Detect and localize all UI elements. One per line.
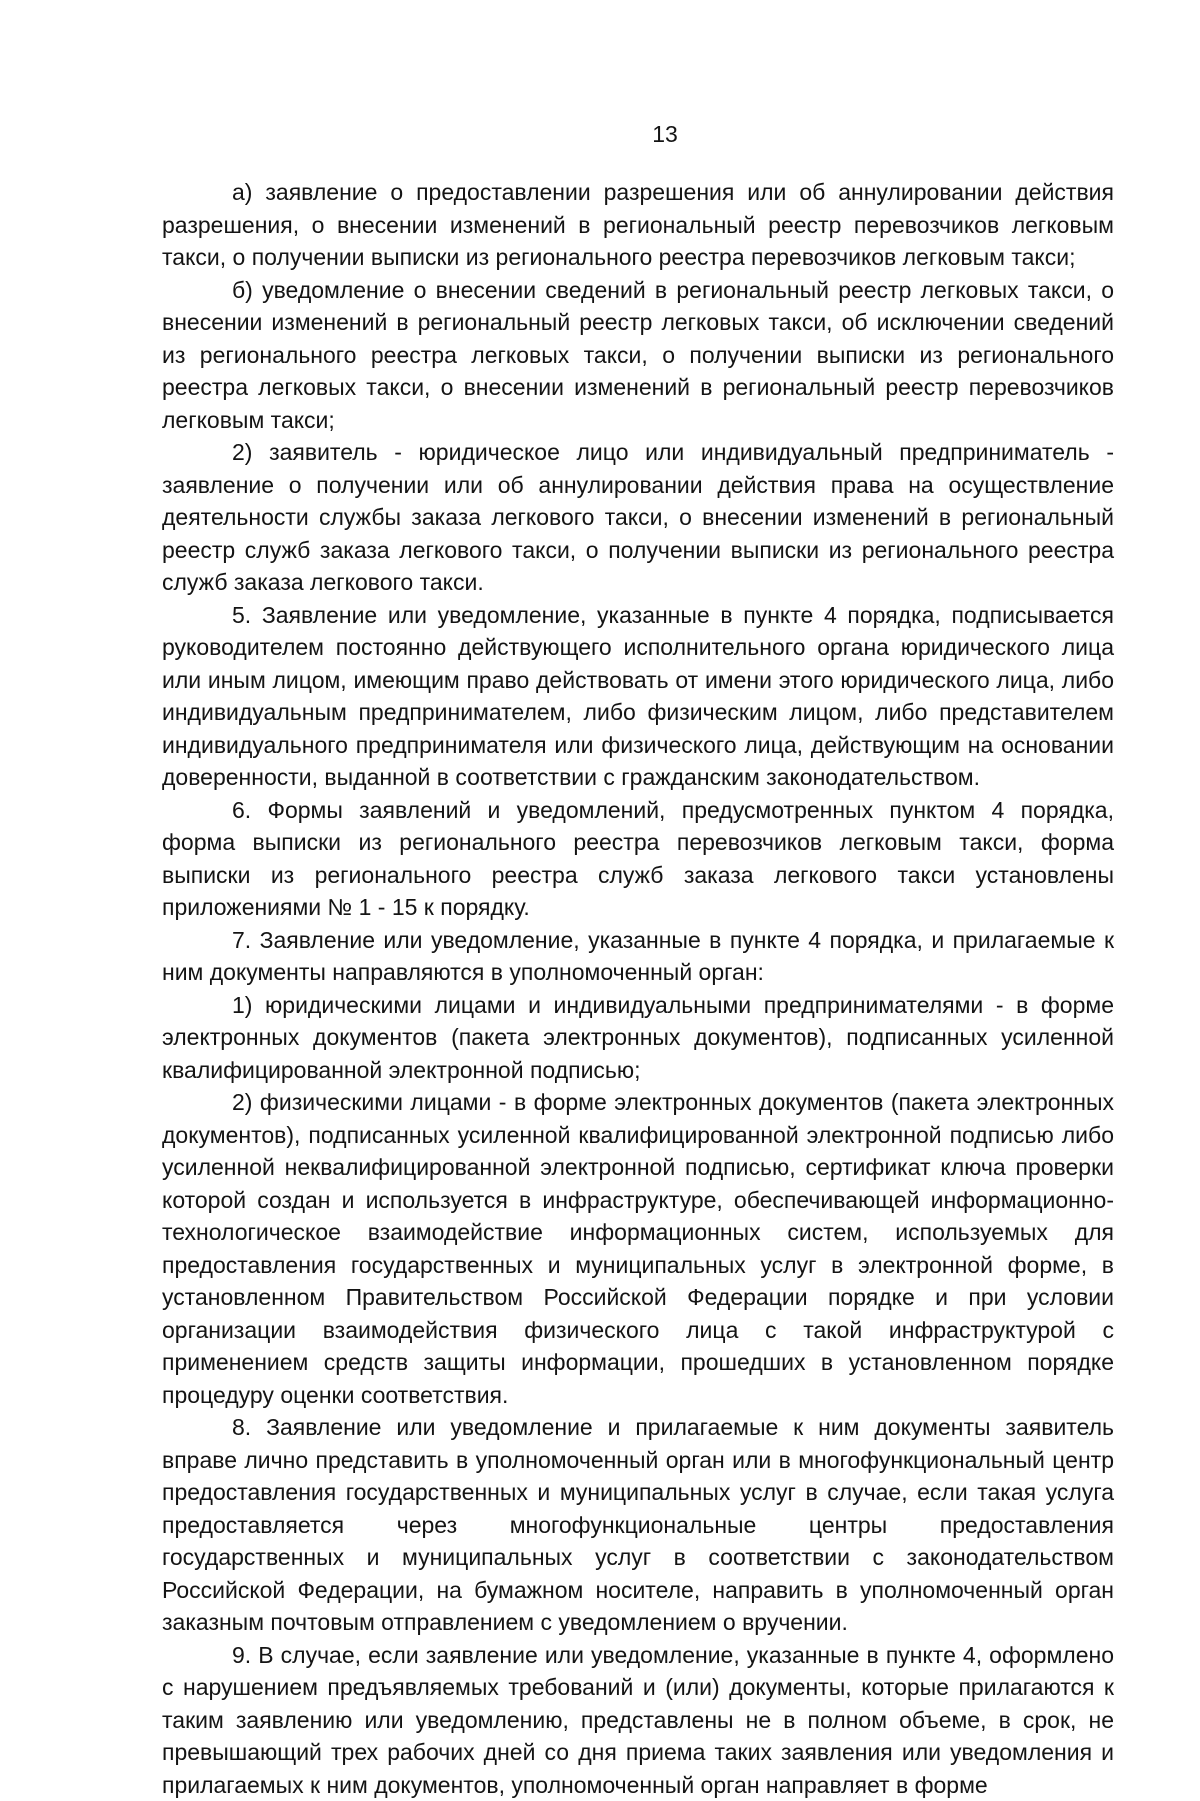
page-number: 13 (0, 118, 1200, 150)
paragraph-4a: а) заявление о предоставлении разрешения или об аннулировании действия разрешения, о внесении изменений в региональный реестр перевозчиков легковым такси, о получении выписки из регионального реестра перевозчиков легковым такси; (162, 176, 1114, 274)
paragraph-7-1: 1) юридическими лицами и индивидуальными предпринимателями - в форме электронных документов (пакета электронных документов), подписанных усиленной квалифицированной электронной подписью; (162, 989, 1114, 1087)
paragraph-4b: б) уведомление о внесении сведений в региональный реестр легковых такси, о внесении изменений в региональный реестр легковых такси, об исключении сведений из регионального реестра легковых такси, о получении выписки из регионального реестра легковых такси, о внесении изменений в региональный реестр перевозчиков легковым такси; (162, 274, 1114, 437)
paragraph-5: 5. Заявление или уведомление, указанные в пункте 4 порядка, подписывается руководителем постоянно действующего исполнительного органа юридического лица или иным лицом, имеющим право действовать от имени этого юридического лица, либо индивидуальным предпринимателем, либо физическим лицом, либо представителем индивидуального предпринимателя или физического лица, действующим на основании доверенности, выданной в соответствии с гражданским законодательством. (162, 599, 1114, 794)
paragraph-7: 7. Заявление или уведомление, указанные в пункте 4 порядка, и прилагаемые к ним документы направляются в уполномоченный орган: (162, 924, 1114, 989)
paragraph-9: 9. В случае, если заявление или уведомление, указанные в пункте 4, оформлено с нарушением предъявляемых требований и (или) документы, которые прилагаются к таким заявлению или уведомлению, представлены не в полном объеме, в срок, не превышающий трех рабочих дней со дня приема таких заявления или уведомления и прилагаемых к ним документов, уполномоченный орган направляет в форме (162, 1639, 1114, 1801)
paragraph-4-2: 2) заявитель - юридическое лицо или индивидуальный предприниматель - заявление о получении или об аннулировании действия права на осуществление деятельности службы заказа легкового такси, о внесении изменений в региональный реестр служб заказа легкового такси, о получении выписки из регионального реестра служб заказа легкового такси. (162, 436, 1114, 599)
paragraph-6: 6. Формы заявлений и уведомлений, предусмотренных пунктом 4 порядка, форма выписки из регионального реестра перевозчиков легковым такси, форма выписки из регионального реестра служб заказа легкового такси установлены приложениями № 1 - 15 к порядку. (162, 794, 1114, 924)
document-body (162, 176, 1114, 1801)
paragraph-8: 8. Заявление или уведомление и прилагаемые к ним документы заявитель вправе лично представить в уполномоченный орган или в многофункциональный центр предоставления государственных и муниципальных услуг в случае, если такая услуга предоставляется через многофункциональные центры предоставления государственных и муниципальных услуг в соответствии с законодательством Российской Федерации, на бумажном носителе, направить в уполномоченный орган заказным почтовым отправлением с уведомлением о вручении. (162, 1411, 1114, 1639)
paragraph-7-2: 2) физическими лицами - в форме электронных документов (пакета электронных документов), подписанных усиленной квалифицированной электронной подписью либо усиленной неквалифицированной электронной подписью, сертификат ключа проверки которой создан и используется в инфраструктуре, обеспечивающей информационно-технологическое взаимодействие информационных систем, используемых для предоставления государственных и муниципальных услуг в электронной форме, в установленном Правительством Российской Федерации порядке и при условии организации взаимодействия физического лица с такой инфраструктурой с применением средств защиты информации, прошедших в установленном порядке процедуру оценки соответствия. (162, 1086, 1114, 1411)
